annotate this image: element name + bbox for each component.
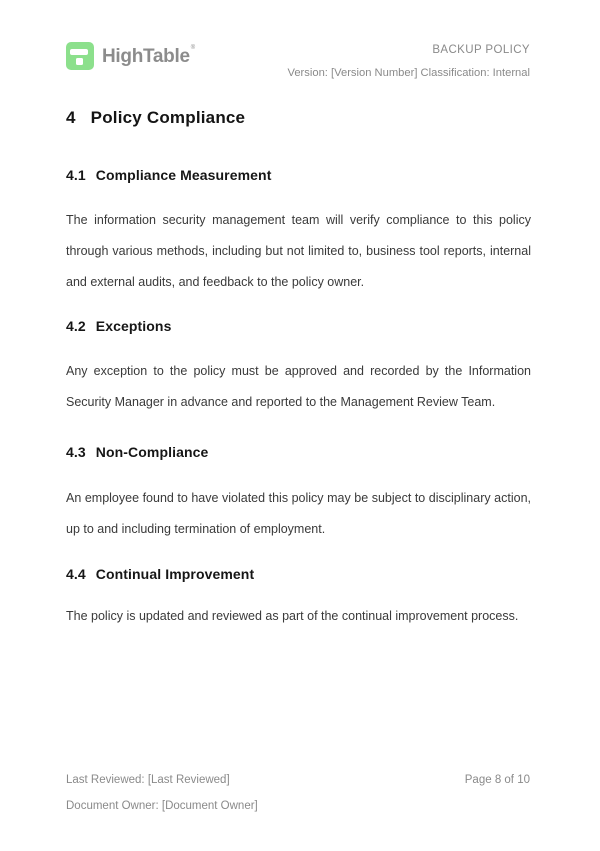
- section-body-non-compliance: An employee found to have violated this policy may be subject to disciplinary action, up to and including termination of employment.: [66, 491, 531, 536]
- chapter-number: 4: [66, 108, 76, 127]
- table-leg-shape: [76, 58, 83, 65]
- section-number: 4.2: [66, 318, 86, 334]
- section-title: Exceptions: [95, 318, 172, 334]
- footer-document-owner: Document Owner: [Document Owner]: [66, 800, 258, 812]
- section-body-compliance-measurement: The information security management team will verify compliance to this policy through various methods, including but not limited to, business tool reports, internal and external audits, and feedback to the policy owner.: [66, 213, 531, 289]
- chapter-title: Policy Compliance: [90, 108, 246, 127]
- section-heading-compliance-measurement: [66, 167, 271, 183]
- hightable-logo: [66, 42, 195, 70]
- brand-name: HighTable: [102, 45, 190, 67]
- section-title: Compliance Measurement: [95, 167, 272, 183]
- section-body-continual-improvement: The policy is updated and reviewed as part of the continual improvement process.: [66, 609, 519, 623]
- section-heading-continual-improvement: [66, 566, 254, 582]
- section-heading-exceptions: [66, 318, 171, 334]
- hightable-table-icon: [66, 42, 94, 70]
- footer-last-reviewed: Last Reviewed: [Last Reviewed]: [66, 774, 230, 786]
- registered-trademark-icon: ®: [190, 45, 196, 51]
- section-body-exceptions: Any exception to the policy must be approved and recorded by the Information Security Manager in advance and reported to the Management Review Team.: [66, 364, 531, 409]
- header-right: [287, 44, 530, 79]
- version-classification-line: Version: [Version Number] Classification: Internal: [287, 67, 530, 79]
- footer-page-number: Page 8 of 10: [464, 774, 530, 786]
- section-number: 4.1: [66, 167, 86, 183]
- section-title: Continual Improvement: [95, 566, 255, 582]
- section-number: 4.3: [66, 444, 86, 460]
- section-number: 4.4: [66, 566, 86, 582]
- section-title: Non-Compliance: [95, 444, 209, 460]
- table-top-shape: [70, 49, 88, 55]
- document-title: BACKUP POLICY: [432, 44, 530, 56]
- section-heading-non-compliance: [66, 444, 208, 460]
- chapter-heading: [66, 108, 245, 128]
